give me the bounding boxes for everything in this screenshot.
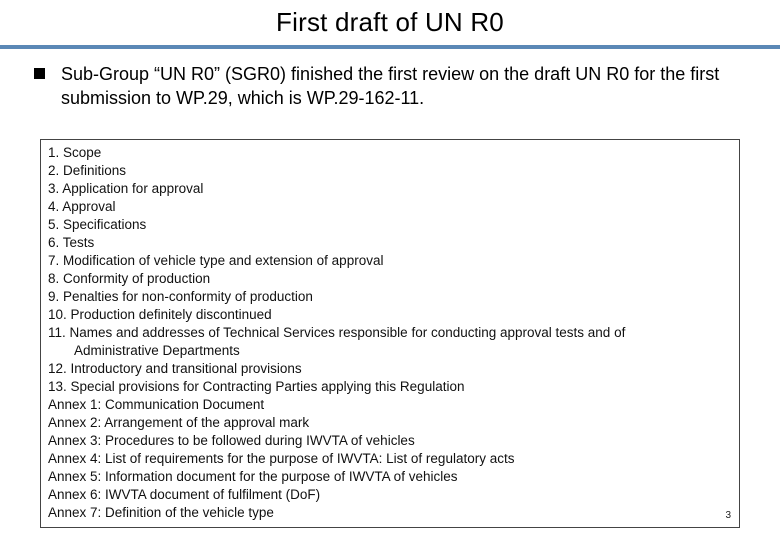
square-bullet-icon xyxy=(34,68,45,79)
slide-title: First draft of UN R0 xyxy=(276,7,504,37)
toc-entry: Annex 6: IWVTA document of fulfilment (DoF) xyxy=(48,487,321,502)
table-of-contents-list xyxy=(48,144,625,522)
toc-entry: 7. Modification of vehicle type and extension of approval xyxy=(48,253,384,268)
bullet-item xyxy=(34,62,754,110)
toc-entry: 13. Special provisions for Contracting Parties applying this Regulation xyxy=(48,379,465,394)
toc-entry: 6. Tests xyxy=(48,235,95,250)
toc-entry: 3. Application for approval xyxy=(48,181,204,196)
toc-entry: Annex 1: Communication Document xyxy=(48,397,265,412)
toc-entry: Annex 2: Arrangement of the approval mark xyxy=(48,415,310,430)
table-of-contents-box xyxy=(40,139,740,528)
toc-entry: Annex 7: Definition of the vehicle type xyxy=(48,505,274,520)
toc-entry: Annex 3: Procedures to be followed during IWVTA of vehicles xyxy=(48,433,415,448)
bullet-text: Sub-Group “UN R0” (SGR0) finished the first review on the draft UN R0 for the first submission to WP.29, which is WP.29-162-11. xyxy=(61,64,720,108)
page-number: 3 xyxy=(725,510,731,521)
toc-entry: 4. Approval xyxy=(48,199,116,214)
toc-entry: 1. Scope xyxy=(48,145,102,160)
toc-entry: 5. Specifications xyxy=(48,217,147,232)
toc-entry: Administrative Departments xyxy=(74,343,240,358)
toc-entry: Annex 5: Information document for the purpose of IWVTA of vehicles xyxy=(48,469,458,484)
toc-entry: Annex 4: List of requirements for the purpose of IWVTA: List of regulatory acts xyxy=(48,451,515,466)
toc-entry: 9. Penalties for non-conformity of production xyxy=(48,289,313,304)
toc-entry: 8. Conformity of production xyxy=(48,271,211,286)
toc-entry: 2. Definitions xyxy=(48,163,127,178)
title-divider xyxy=(0,45,780,49)
toc-entry: 10. Production definitely discontinued xyxy=(48,307,272,322)
toc-entry: 11. Names and addresses of Technical Services responsible for conducting approval tests and of xyxy=(48,325,626,340)
toc-entry: 12. Introductory and transitional provisions xyxy=(48,361,302,376)
